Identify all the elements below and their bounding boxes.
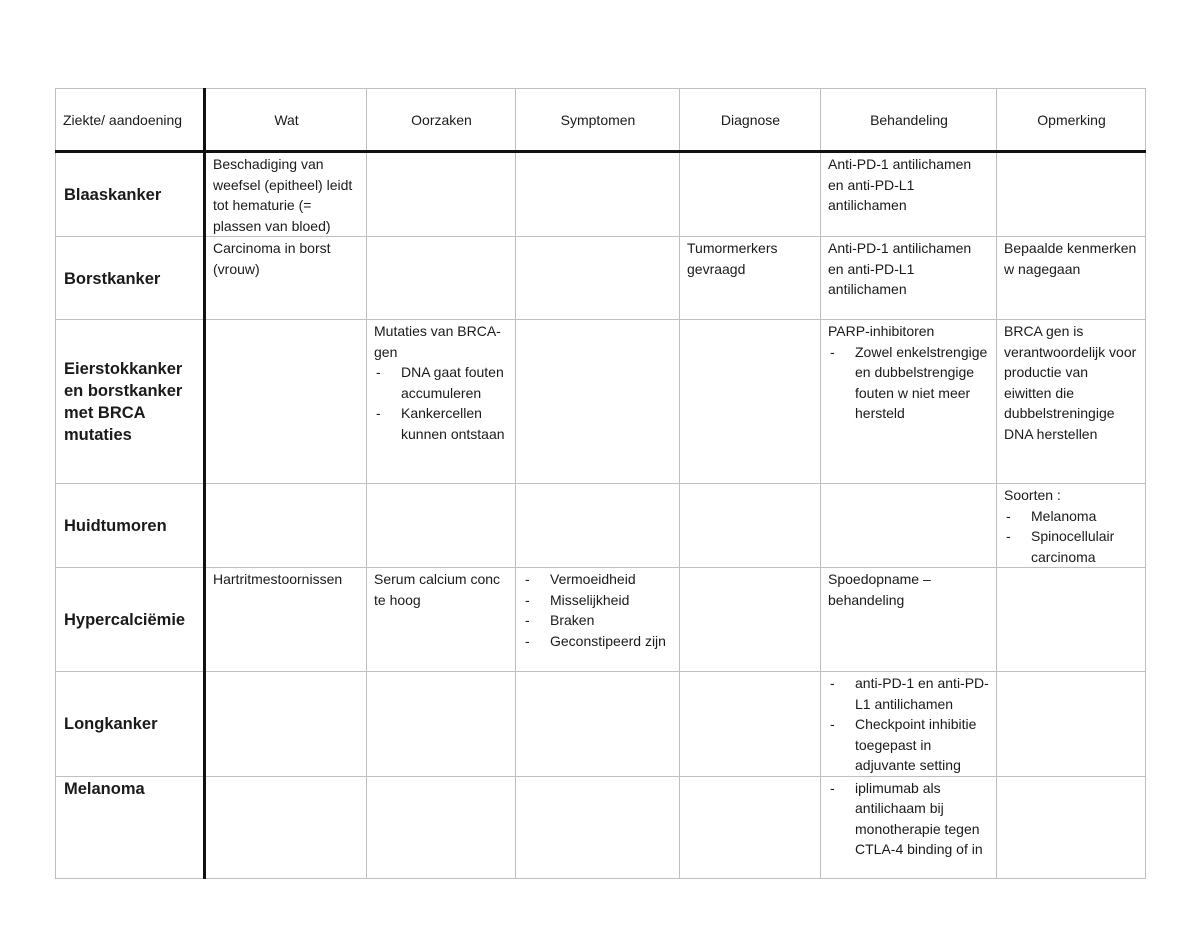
cell-diagnose	[680, 484, 821, 568]
cell-opmerking: BRCA gen is verantwoordelijk voor productie van eiwitten die dubbelstreningige DNA herstellen	[997, 320, 1146, 484]
cell-opmerking	[997, 776, 1146, 878]
list-item: - DNA gaat fouten accumuleren	[374, 362, 509, 403]
list-item: - Checkpoint inhibitie toegepast in adjuvante setting	[828, 714, 990, 776]
oorzaken-text: Mutaties van BRCA-gen	[374, 323, 501, 360]
list-item: - Vermoeidheid	[523, 569, 673, 590]
cell-symptomen	[516, 672, 680, 777]
cell-symptomen	[516, 776, 680, 878]
cell-wat	[205, 320, 367, 484]
cell-opmerking	[997, 672, 1146, 777]
list-item: - Kankercellen kunnen ontstaan	[374, 403, 509, 444]
cell-oorzaken	[367, 484, 516, 568]
opmerking-list	[1004, 506, 1139, 568]
table-row	[56, 568, 1146, 672]
oorzaken-list	[374, 362, 509, 444]
cell-behandeling	[821, 672, 997, 777]
behandeling-text: PARP-inhibitoren	[828, 323, 935, 339]
table-row	[56, 776, 1146, 878]
cell-wat	[205, 672, 367, 777]
cell-oorzaken	[367, 152, 516, 237]
cell-behandeling	[821, 776, 997, 878]
cell-wat: Beschadiging van weefsel (epitheel) leidt tot hematurie (= plassen van bloed)	[205, 152, 367, 237]
cell-oorzaken	[367, 237, 516, 320]
cell-symptomen	[516, 320, 680, 484]
header-symptomen: Symptomen	[516, 89, 680, 152]
behandeling-list	[828, 673, 990, 776]
table-row	[56, 672, 1146, 777]
cell-ziekte: Borstkanker	[56, 237, 205, 320]
cell-diagnose	[680, 320, 821, 484]
cell-symptomen	[516, 237, 680, 320]
cell-wat: Carcinoma in borst (vrouw)	[205, 237, 367, 320]
cell-wat: Hartritmestoornissen	[205, 568, 367, 672]
cell-symptomen	[516, 568, 680, 672]
table-row	[56, 237, 1146, 320]
cell-wat	[205, 484, 367, 568]
list-item: - Melanoma	[1004, 506, 1139, 527]
cell-diagnose	[680, 776, 821, 878]
list-item: - Spinocellulair carcinoma	[1004, 526, 1139, 567]
cell-diagnose	[680, 672, 821, 777]
list-item: - Geconstipeerd zijn	[523, 631, 673, 652]
cell-oorzaken: Serum calcium conc te hoog	[367, 568, 516, 672]
symptomen-list	[523, 569, 673, 651]
table-row	[56, 152, 1146, 237]
cell-symptomen	[516, 152, 680, 237]
header-diagnose: Diagnose	[680, 89, 821, 152]
disease-overview-table	[55, 88, 1146, 879]
behandeling-list	[828, 778, 990, 860]
cell-opmerking	[997, 152, 1146, 237]
cell-oorzaken	[367, 776, 516, 878]
list-item: - iplimumab als antilichaam bij monotherapie tegen CTLA-4 binding of in	[828, 778, 990, 860]
cell-ziekte: Blaaskanker	[56, 152, 205, 237]
table-row	[56, 320, 1146, 484]
cell-ziekte: Hypercalciëmie	[56, 568, 205, 672]
cell-behandeling	[821, 484, 997, 568]
cell-ziekte: Melanoma	[56, 776, 205, 878]
cell-oorzaken	[367, 672, 516, 777]
cell-ziekte: Eierstokkanker en borstkanker met BRCA mutaties	[56, 320, 205, 484]
document-table-container	[55, 88, 1145, 879]
table-header-row	[56, 89, 1146, 152]
cell-diagnose	[680, 568, 821, 672]
behandeling-list	[828, 342, 990, 424]
cell-opmerking	[997, 568, 1146, 672]
header-behandeling: Behandeling	[821, 89, 997, 152]
list-item: - Misselijkheid	[523, 590, 673, 611]
cell-opmerking: Bepaalde kenmerken w nagegaan	[997, 237, 1146, 320]
cell-behandeling: Anti-PD-1 antilichamen en anti-PD-L1 antilichamen	[821, 237, 997, 320]
cell-wat	[205, 776, 367, 878]
cell-oorzaken	[367, 320, 516, 484]
list-item: - Braken	[523, 610, 673, 631]
cell-diagnose	[680, 152, 821, 237]
cell-ziekte: Huidtumoren	[56, 484, 205, 568]
cell-behandeling: Anti-PD-1 antilichamen en anti-PD-L1 antilichamen	[821, 152, 997, 237]
header-wat: Wat	[205, 89, 367, 152]
cell-diagnose: Tumormerkers gevraagd	[680, 237, 821, 320]
list-item: - anti-PD-1 en anti-PD-L1 antilichamen	[828, 673, 990, 714]
list-item: - Zowel enkelstrengige en dubbelstrengige fouten w niet meer hersteld	[828, 342, 990, 424]
cell-opmerking	[997, 484, 1146, 568]
cell-behandeling	[821, 320, 997, 484]
cell-behandeling: Spoedopname – behandeling	[821, 568, 997, 672]
opmerking-text: Soorten :	[1004, 487, 1061, 503]
cell-symptomen	[516, 484, 680, 568]
header-opmerking: Opmerking	[997, 89, 1146, 152]
header-ziekte: Ziekte/ aandoening	[56, 89, 205, 152]
cell-ziekte: Longkanker	[56, 672, 205, 777]
table-row	[56, 484, 1146, 568]
header-oorzaken: Oorzaken	[367, 89, 516, 152]
